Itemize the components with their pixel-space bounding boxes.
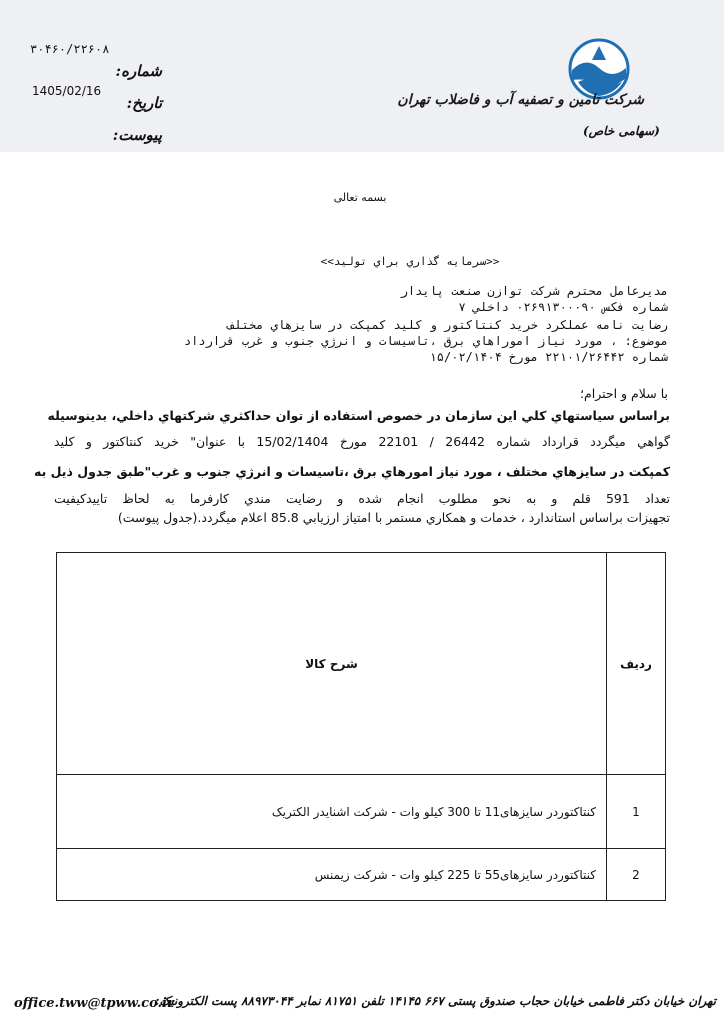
table-row — [57, 849, 666, 901]
row-description: کنتاکتوردر سايزهای55 تا 225 کيلو وات - شرکت زيمنس — [57, 849, 607, 901]
body-line-2: گواهي ميگردد قرارداد شماره 26442 / 22101 مورخ 15/02/1404 با عنوان" خريد کنتاکتور و کليد — [54, 434, 670, 449]
footer-address: تهران خیابان دکتر فاطمی خیابان حجاب صندوق پستی ۶۶۷ ۱۴۱۴۵ تلفن ۸۱۷۵۱ نمابر ۸۸۹۷۳۰۴۴ پست الکترونیک: — [155, 994, 716, 1008]
attachment-label: پیوست: — [112, 126, 162, 144]
items-table — [56, 552, 666, 901]
table-header-row — [57, 553, 666, 775]
slogan: <<سرمايه گذاري براي توليد>> — [320, 255, 500, 268]
company-name: شرکت تامین و تصفیه آب و فاضلاب تهران — [397, 92, 644, 108]
header-description: شرح کالا — [57, 553, 607, 775]
body-line-1: براساس سياستهاي کلي اين سازمان در خصوص استفاده از توان حداکثري شرکتهاي داخلي، بدينوسيله — [47, 408, 670, 423]
body-line-4: تعداد 591 قلم و به نحو مطلوب انجام شده و رضايت مندي کارفرما به لحاظ تاييدکيفيت — [54, 491, 670, 506]
letter-number: ۳۰۴۶۰/۲۲۶۰۸ — [30, 42, 110, 56]
number-label: شماره: — [115, 62, 162, 80]
subject-line-3: شماره ۲۲۱۰۱/۲۶۴۴۲ مورخ ۱۵/۰۲/۱۴۰۴ — [429, 350, 668, 364]
company-logo-icon — [568, 38, 630, 100]
date-label: تاریخ: — [126, 94, 162, 112]
subject-line-2: موضوع: ، مورد نياز اموراهاي برق ،تاسيسات و انرژي جنوب و غرب قرارداد — [183, 334, 668, 348]
company-type: (سهامی خاص) — [583, 124, 660, 138]
table-row — [57, 775, 666, 849]
letterhead — [0, 0, 724, 152]
greeting: با سلام و احترام؛ — [580, 386, 668, 401]
letter-date: 1405/02/16 — [32, 84, 102, 98]
fax-number: شماره فکس ۰۲۶۹۱۳۰۰۰۹۰ داخلي ۷ — [458, 300, 668, 314]
row-index: 2 — [607, 849, 666, 901]
recipient: مديرعامل محترم شرکت توازن صنعت پايدار — [400, 284, 668, 298]
body-line-5: تجهيزات براساس استاندارد ، خدمات و همکاري مستمر با امتياز ارزيابي 85.8 اعلام ميگردد.(جدول پيوست) — [117, 510, 670, 525]
body-line-3: کمپکت در سايزهاي مختلف ، مورد نياز امورهاي برق ،تاسيسات و انرژي جنوب و غرب"طبق جدول ذيل به — [34, 464, 670, 479]
header-index: رديف — [607, 553, 666, 775]
footer-email: office.tww@tpww.co.ir — [14, 996, 174, 1011]
row-index: 1 — [607, 775, 666, 849]
row-description: کنتاکتوردر سايزهای11 تا 300 کيلو وات - شرکت اشنايدر الکتريک — [57, 775, 607, 849]
bismillah: بسمه تعالی — [333, 191, 387, 204]
subject-line-1: رضايت نامه عملکرد خريد کنتاکتور و کليد کمپکت در سايزهاي مختلف — [227, 318, 668, 332]
